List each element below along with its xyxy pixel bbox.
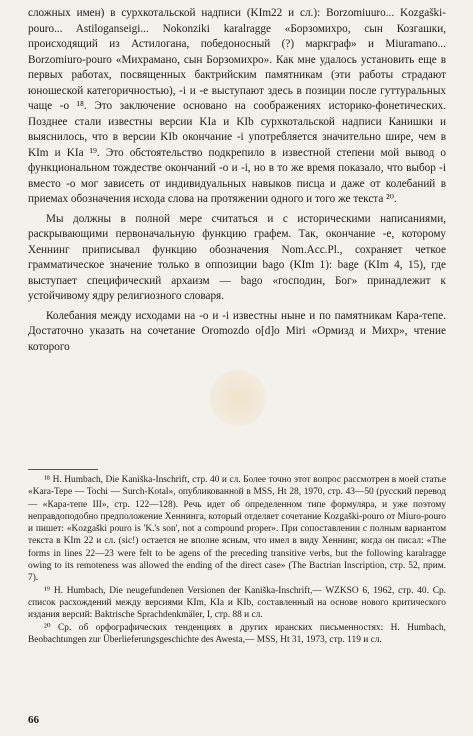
footnote-19: ¹⁹ H. Humbach, Die neugefundenen Versionen der Kaniška-Inschrift,— WZKSO 6, 1962, стр. 40. Ср. список расхождений между версиями KIm, KIa и KIb, составленный на основе нового критического издания версий: Baktrische Sprachdenkmäler, I, стр. 88 и сл. — [28, 585, 446, 621]
footnotes — [28, 474, 446, 646]
watermark-stamp — [210, 370, 266, 426]
footnote-20: ²⁰ Ср. об орфографических тенденциях в других иранских письменностях: H. Humbach, Beobachtungen zur Überlieferungsgeschichte des Awesta,— MSS, Ht 31, 1973, стр. 119 и сл. — [28, 622, 446, 645]
footnote-divider — [28, 469, 98, 470]
main-text — [28, 6, 446, 355]
paragraph-2: Мы должны в полной мере считаться и с историческими написаниями, раскрывающими первоначальную функцию графем. Так, окончание -e, которому Хеннинг приписывал функцию обозначения Nom.Acc.Pl., сохраняет четкое грамматическое значение только в оппозиции bago (KIm 1): bage (KIm 4, 15), где выступает специфический архаизм — bago «господин, Бог» принадлежит к устойчивому ядру религиозного словаря. — [28, 212, 446, 302]
footnote-18: ¹⁸ H. Humbach, Die Kaniška-Inschrift, стр. 40 и сл. Более точно этот вопрос рассмотрен в моей статье «Kara-Tepe — Tochi — Surch-Kotal», опубликованной в MSS, Ht 28, 1970, стр. 43—50 (русский перевод — «Кара-тепе III», стр. 122—128). Речь идет об определенном типе формуляра, и уже поэтому неправдоподобно предположение Хеннинга, который отделяет сочетание Kozgaški-pouro от Miuro-pouro и пишет: «Kozgaški pouro is 'K.'s son', not a compound proper». При сопоставлении с полным вариантом текста в KIm 22 и сл. (sic!) остается не вполне ясным, что имел в виду Хеннинг, когда он писал: «The forms in lines 22—23 were felt to be agens of the preceding transitive verbs, but the following karalragge owing to its remoteness was allowed the ending of the direct case» (The Bactrian Inscription, стр. 52, прим. 7). — [28, 475, 446, 584]
page-number: 66 — [28, 714, 39, 726]
paragraph-1: сложных имен) в сурхкотальской надписи (KIm22 и сл.): Borzomiuuro... Kozgaški-pouro... Astiloganseigi... Nokonziki karalragge «Борзомихро, сын Козгашки, происходящий из Астилоганa, победоносный (?) маркграф» и Miuramano... Borzomiuro-pouro «Михрамано, сын Борзомихро». Как мне удалось установить еще в первых работах, посвященных бактрийским памятникам (эти работы страдают юношеской категоричностью), -i и -e выступают здесь в позиции после гуттуральных чаще -o ¹⁸. Это заключение основано на соображениях историко-фонетических. Позднее стали известны версии KIa и KIb сурхкотальской надписи Канишки и выяснилось, что в версии KIb окончание -i употребляется значительно шире, чем в KIm и KIa ¹⁹. Это обстоятельство подкрепило в известной степени мой вывод о функциональном тождестве окончаний -o и -i, но в то же время показало, что выбор -i вместо -o мог зависеть от индивидуальных навыков писца и даже от колебаний в приемах обозначения исхода слова на протяжении одного и того же текста ²⁰. — [28, 7, 446, 205]
paragraph-3: Колебания между исходами на -o и -i известны ныне и по памятникам Кара-тепе. Достаточно указать на сочетание Oromozdo o[d]o Miri «Ормизд и Михр», чтение которого — [28, 309, 446, 353]
